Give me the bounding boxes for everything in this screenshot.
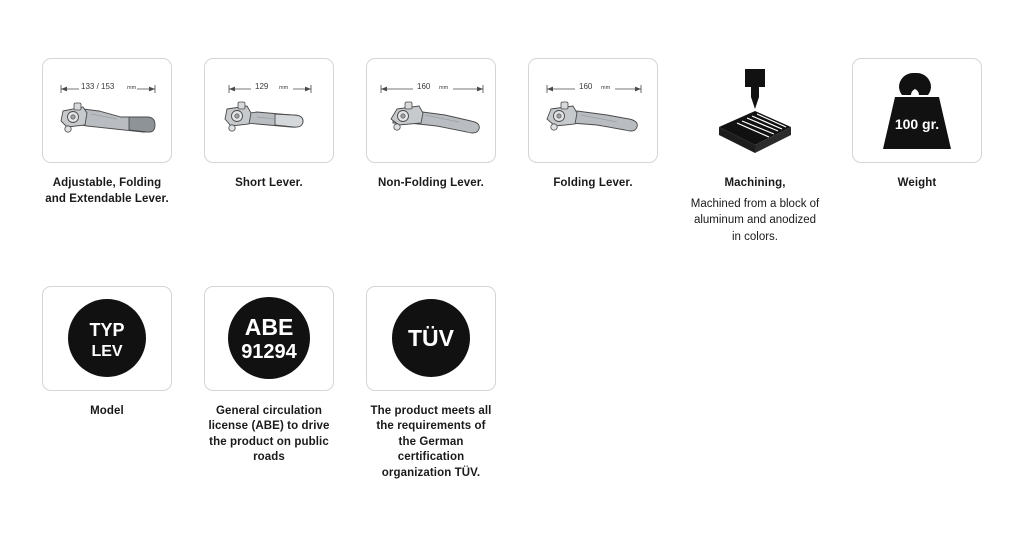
weight-icon [852,58,982,163]
tuv-badge-label: TÜV [408,325,454,352]
cnc-machining-icon [690,58,820,163]
feature-caption: General circulation license (ABE) to drive the product on public roads [208,404,330,464]
feature-row-2 [0,286,1024,482]
dimension-label: 133 / 153 [81,82,115,91]
dimension-unit: mm [279,85,289,91]
model-typ-lev-icon [42,286,172,391]
non-folding-lever-icon [366,58,496,163]
dimension-label: 129 [255,82,269,91]
short-lever-icon [204,58,334,163]
dimension-unit: mm [127,85,137,91]
feature-cell-abe [204,286,334,466]
feature-caption: Adjustable, Folding and Extendable Lever. [45,177,169,205]
feature-cell-weight [852,58,982,192]
feature-caption: Model [90,404,124,417]
model-badge-line-2: LEV [91,343,123,361]
dimension-unit: mm [601,85,611,91]
abe-certificate-icon [204,286,334,391]
feature-cell-short-lever [204,58,334,192]
feature-cell-adjustable-lever [42,58,172,207]
feature-caption: Machining, [724,177,786,189]
feature-caption: Folding Lever. [553,177,633,189]
feature-cell-folding-lever [528,58,658,192]
feature-cell-machining [690,58,820,246]
feature-caption: Short Lever. [235,177,303,189]
feature-cell-non-folding-lever [366,58,496,192]
feature-caption: The product meets all the requirements of the German certification organization TÜV. [370,404,492,479]
feature-row-1 [0,58,1024,246]
weight-badge-label: 100 gr. [894,115,940,132]
dimension-label: 160 [417,82,431,91]
abe-badge-line-1: ABE [244,314,294,341]
feature-cell-model [42,286,172,420]
dimension-label: 160 [579,82,593,91]
model-badge-line-1: TYP [89,320,125,341]
feature-caption: Weight [897,177,937,189]
tuv-certificate-icon [366,286,496,391]
feature-cell-tuv [366,286,496,482]
feature-subcaption: Machined from a block of aluminum and anodized in colors. [690,197,820,243]
dimension-unit: mm [439,85,449,91]
abe-badge-line-2: 91294 [241,341,297,364]
folding-lever-icon [528,58,658,163]
adjustable-folding-lever-icon [42,58,172,163]
feature-caption: Non-Folding Lever. [378,177,484,189]
